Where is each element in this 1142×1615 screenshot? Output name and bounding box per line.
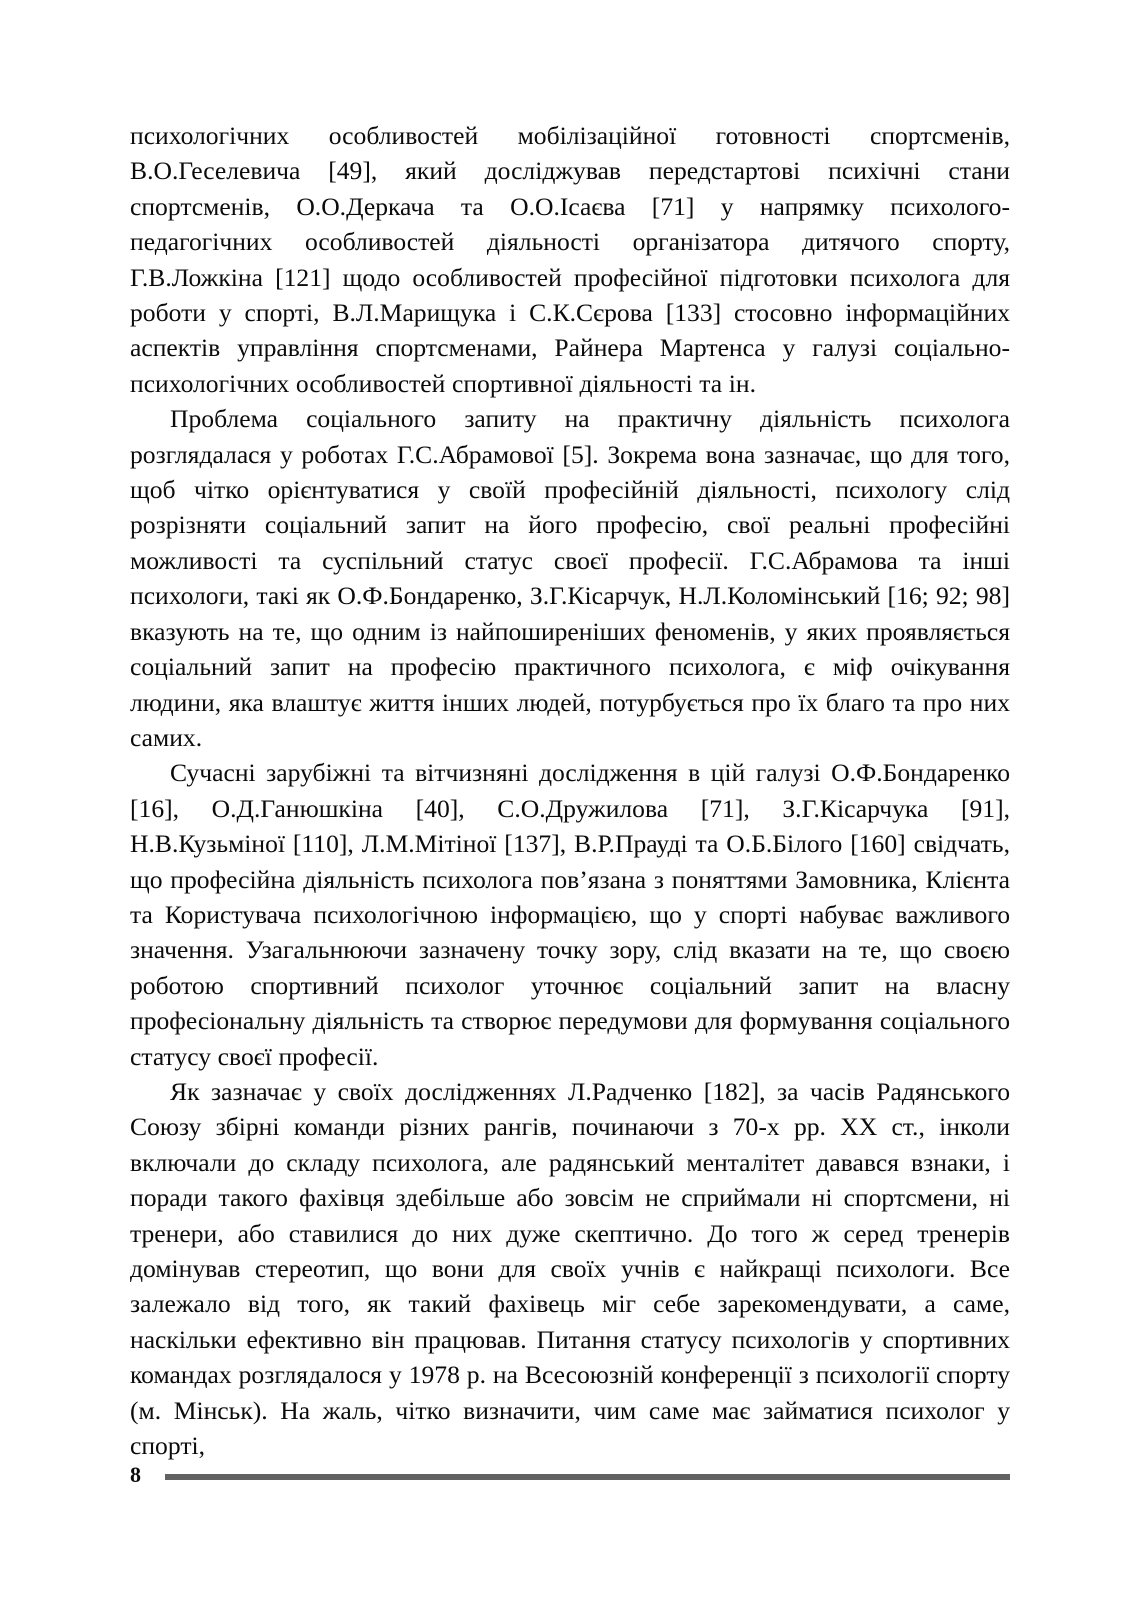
page-number: 8 xyxy=(130,1462,141,1487)
footer-divider-rule xyxy=(165,1474,1010,1480)
page-text-block xyxy=(130,118,1010,1463)
body-paragraph-4: Як зазначає у своїх дослідженнях Л.Радченко [182], за часів Радянського Союзу збірні команди різних рангів, починаючи з 70-х рр. ХХ ст., інколи включали до складу психолога, але радянський менталітет давався взнаки, і поради такого фахівця здебільше або зовсім не сприймали ні спортсмени, ні тренери, або ставилися до них дуже скептично. До того ж серед тренерів домінував стереотип, що вони для своїх учнів є найкращі психологи. Все залежало від того, як такий фахівець міг себе зарекомендувати, а саме, наскільки ефективно він працював. Питання статусу психологів у спортивних командах розглядалося у 1978 р. на Всесоюзній конференції з психології спорту (м. Мінськ). На жаль, чітко визначити, чим саме має займатися психолог у спорті, xyxy=(130,1076,1010,1461)
body-paragraph-2: Проблема соціального запиту на практичну діяльність психолога розглядалася у роботах Г.С.Абрамової [5]. Зокрема вона зазначає, що для того, щоб чітко орієнтуватися у своїй професійній діяльності, психологу слід розрізняти соціальний запит на його професію, свої реальні професійні можливості та суспільний статус своєї професії. Г.С.Абрамова та інші психологи, такі як О.Ф.Бондаренко, З.Г.Кісарчук, Н.Л.Коломінський [16; 92; 98] вказують на те, що одним із найпоширеніших феноменів, у яких проявляється соціальний запит на професію практичного психолога, є міф очікування людини, яка влаштує життя інших людей, потурбується про їх благо та про них самих. xyxy=(130,404,1010,752)
body-paragraph-1: психологічних особливостей мобілізаційної готовності спортсменів, В.О.Геселевича [49], який досліджував передстартові психічні стани спортсменів, О.О.Деркача та О.О.Ісаєва [71] у напрямку психолого-педагогічних особливостей діяльності організатора дитячого спорту, Г.В.Ложкіна [121] щодо особливостей професійної підготовки психолога для роботи у спорті, В.Л.Марищука і С.К.Сєрова [133] стосовно інформаційних аспектів управління спортсменами, Райнера Мартенса у галузі соціально-психологічних особливостей спортивної діяльності та ін. xyxy=(130,121,1010,398)
body-paragraph-3: Сучасні зарубіжні та вітчизняні дослідження в цій галузі О.Ф.Бондаренко [16], О.Д.Ганюшкіна [40], С.О.Дружилова [71], З.Г.Кісарчука [91], Н.В.Кузьміної [110], Л.М.Мітіної [137], В.Р.Прауді та О.Б.Білого [160] свідчать, що професійна діяльність психолога пов’язана з поняттями Замовника, Клієнта та Користувача психологічною інформацією, що у спорті набуває важливого значення. Узагальнюючи зазначену точку зору, слід вказати на те, що своєю роботою спортивний психолог уточнює соціальний запит на власну професіональну діяльність та створює передумови для формування соціального статусу своєї професії. xyxy=(130,758,1010,1071)
page-footer xyxy=(130,1452,1010,1500)
